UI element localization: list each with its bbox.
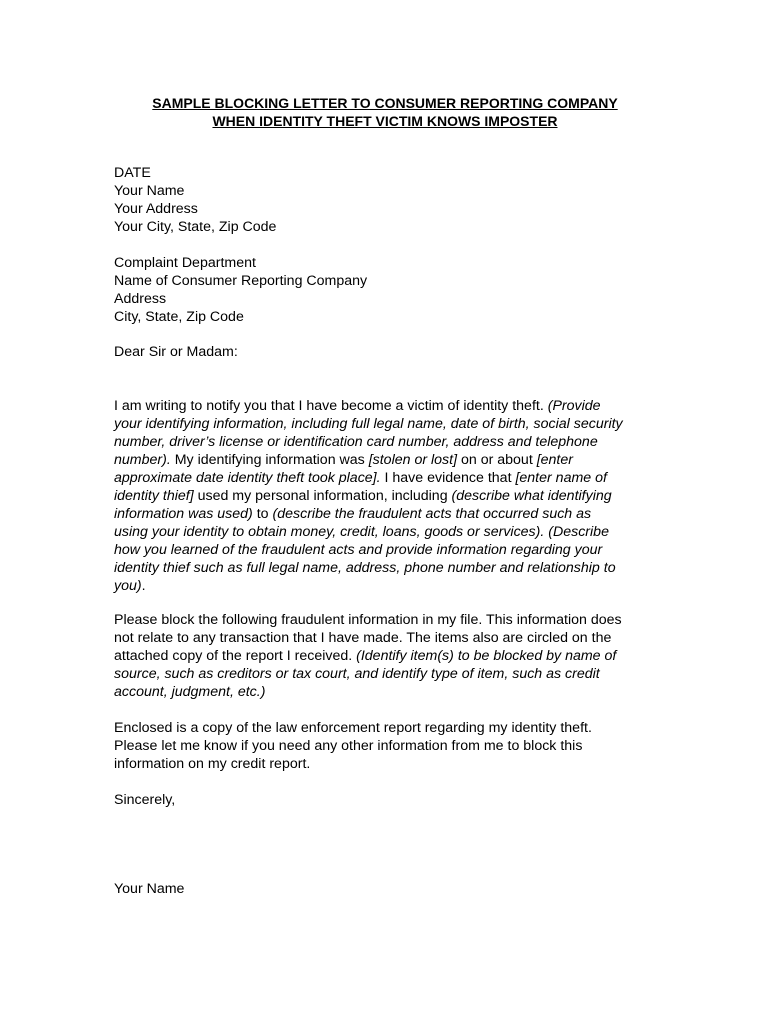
- paragraph-line: [114, 559, 662, 577]
- paragraph-line: [114, 541, 662, 559]
- signature: [114, 880, 662, 898]
- text-run: information on my credit report.: [114, 756, 311, 772]
- text-run: on or about: [457, 452, 537, 468]
- italic-text-run: [enter name of: [515, 470, 607, 486]
- paragraph-line: [114, 647, 662, 665]
- italic-text-run: source, such as creditors or tax court, and identify type of item, such as credit: [114, 666, 600, 682]
- recipient-address: Address: [114, 291, 167, 307]
- italic-text-run: your identifying information, including full legal name, date of birth, social security: [114, 416, 623, 432]
- closing-text: Sincerely,: [114, 792, 176, 808]
- paragraph-line: [114, 433, 662, 451]
- recipient-block: [114, 254, 662, 326]
- italic-text-run: number, driver’s license or identification card number, address and telephone: [114, 434, 598, 450]
- text-run: attached copy of the report I received.: [114, 648, 357, 664]
- salutation-text: Dear Sir or Madam:: [114, 344, 238, 360]
- paragraph-line: [114, 755, 662, 773]
- salutation: [114, 343, 662, 361]
- sender-name: Your Name: [114, 183, 185, 199]
- paragraph-line: [114, 629, 662, 647]
- italic-text-run: (Provide: [547, 398, 601, 414]
- italic-text-run: number).: [114, 452, 171, 468]
- text-run: My identifying information was: [170, 452, 369, 468]
- title-line-1: SAMPLE BLOCKING LETTER TO CONSUMER REPORTING COMPANY: [152, 95, 618, 111]
- paragraph-line: [114, 397, 662, 415]
- letter-title: [0, 94, 770, 130]
- text-run: Please let me know if you need any other information from me to block this: [114, 738, 583, 754]
- signature-name: Your Name: [114, 881, 185, 897]
- italic-text-run: identity thief]: [114, 488, 194, 504]
- italic-text-run: (Identify item(s) to be blocked by name of: [356, 648, 617, 664]
- text-run: I have evidence that: [380, 470, 516, 486]
- paragraph-line: [114, 451, 662, 469]
- paragraph-line: [114, 523, 662, 541]
- italic-text-run: account, judgment, etc.): [114, 684, 266, 700]
- paragraph-line: [114, 505, 662, 523]
- italic-text-run: information was used): [114, 506, 253, 522]
- italic-text-run: using your identity to obtain money, credit, loans, goods or services). (Describe: [114, 524, 609, 540]
- italic-text-run: approximate date identity theft took place].: [114, 470, 381, 486]
- italic-text-run: you): [114, 578, 142, 594]
- recipient-city: City, State, Zip Code: [114, 309, 244, 325]
- title-line-2: WHEN IDENTITY THEFT VICTIM KNOWS IMPOSTER: [212, 113, 558, 129]
- paragraph-line: [114, 577, 662, 595]
- text-run: used my personal information, including: [193, 488, 452, 504]
- paragraph-line: [114, 469, 662, 487]
- italic-text-run: identity thief such as full legal name, address, phone number and relationship to: [114, 560, 616, 576]
- italic-text-run: [stolen or lost]: [368, 452, 458, 468]
- sender-date: DATE: [114, 165, 151, 181]
- paragraph-line: [114, 665, 662, 683]
- text-run: not relate to any transaction that I have made. The items also are circled on the: [114, 630, 612, 646]
- italic-text-run: [enter: [536, 452, 573, 468]
- recipient-department: Complaint Department: [114, 255, 256, 271]
- text-run: .: [141, 578, 146, 594]
- paragraph-line: [114, 487, 662, 505]
- paragraph-line: [114, 611, 662, 629]
- paragraph-3: [114, 719, 662, 773]
- paragraph-1: [114, 397, 662, 595]
- paragraph-line: [114, 737, 662, 755]
- sender-block: [114, 164, 662, 236]
- text-run: to: [252, 506, 273, 522]
- text-run: Enclosed is a copy of the law enforcement report regarding my identity theft.: [114, 720, 592, 736]
- paragraph-line: [114, 683, 662, 701]
- sender-address: Your Address: [114, 201, 198, 217]
- italic-text-run: (describe the fraudulent acts that occurred such as: [272, 506, 592, 522]
- closing: [114, 791, 662, 809]
- italic-text-run: (describe what identifying: [451, 488, 612, 504]
- sender-city: Your City, State, Zip Code: [114, 219, 277, 235]
- italic-text-run: how you learned of the fraudulent acts and provide information regarding your: [114, 542, 603, 558]
- paragraph-line: [114, 415, 662, 433]
- text-run: I am writing to notify you that I have become a victim of identity theft.: [114, 398, 548, 414]
- recipient-company: Name of Consumer Reporting Company: [114, 273, 368, 289]
- paragraph-2: [114, 611, 662, 701]
- paragraph-line: [114, 719, 662, 737]
- text-run: Please block the following fraudulent information in my file. This information does: [114, 612, 622, 628]
